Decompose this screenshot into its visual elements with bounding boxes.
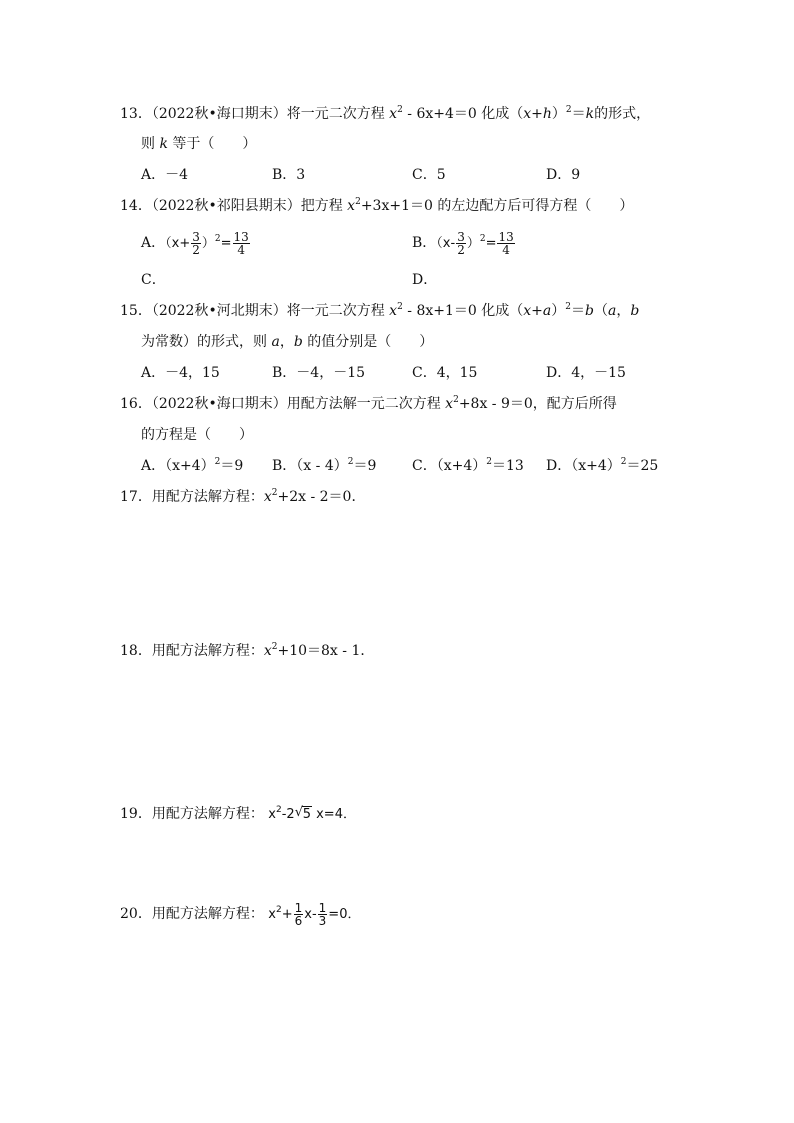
fraction — [456, 231, 466, 256]
question-18 — [120, 641, 374, 661]
math-expr: -2 — [281, 807, 295, 822]
fraction-denominator: 4 — [502, 242, 510, 257]
option-label: C． — [412, 458, 437, 474]
question-number: 18． — [120, 643, 152, 659]
question-13-line-2 — [141, 134, 256, 154]
radical-sign-icon: √ — [294, 805, 303, 820]
math-sup: 2 — [565, 105, 572, 115]
math-op: + — [531, 106, 543, 122]
math-expr: （x - 4） — [296, 458, 348, 474]
question-number: 16． — [120, 396, 152, 412]
question-source: （2022秋•海口期末） — [151, 106, 287, 122]
question-16-line-1 — [120, 394, 617, 414]
math-sup: 2 — [620, 457, 627, 467]
option-a[interactable] — [141, 226, 251, 261]
math-var: b — [584, 303, 594, 319]
question-text: （ — [593, 303, 608, 319]
option-label: A． — [141, 458, 166, 474]
question-source: （2022秋•海口期末） — [151, 396, 287, 412]
option-b[interactable]: B．3 — [272, 167, 306, 183]
question-text: 等于（ ） — [167, 136, 257, 152]
fraction-numerator: 3 — [192, 229, 200, 244]
math-op: + — [281, 907, 293, 922]
question-text: +8x - 9＝0，配方后所得 — [458, 396, 617, 412]
question-number: 15． — [120, 303, 152, 319]
option-c[interactable]: C．4，15 — [412, 365, 478, 381]
math-expr: +2x - 2＝0． — [277, 489, 366, 505]
math-var: k — [585, 106, 595, 122]
fraction-numerator: 1 — [318, 901, 327, 915]
fraction — [318, 902, 328, 927]
option-a[interactable]: A．－4 — [141, 167, 189, 183]
question-source: （2022秋•祁阳县期末） — [151, 198, 301, 214]
question-text: ， — [279, 334, 294, 350]
option-label: B． — [272, 458, 297, 474]
math-var: a — [271, 334, 280, 350]
fraction-numerator: 3 — [457, 229, 465, 244]
question-number: 20． — [120, 906, 152, 922]
math-var: b — [293, 334, 303, 350]
fraction-denominator: 6 — [294, 914, 303, 928]
question-15-line-1 — [120, 301, 639, 321]
math-sup: 2 — [271, 642, 278, 652]
fraction-denominator: 4 — [237, 242, 245, 257]
math-expr: ＝9 — [353, 458, 377, 474]
option-b[interactable] — [412, 226, 516, 261]
question-text: ， — [616, 303, 631, 319]
option-label: D． — [546, 458, 572, 474]
fraction-denominator: 3 — [318, 914, 327, 928]
math-expr: （x+4） — [165, 458, 215, 474]
fraction-numerator: 1 — [294, 901, 303, 915]
math-sup: 2 — [271, 488, 278, 498]
math-op: = — [220, 236, 232, 251]
question-14-line-1 — [120, 196, 633, 216]
question-number: 19． — [120, 806, 152, 822]
math-op: ＝ — [570, 303, 585, 319]
math-var: x — [445, 396, 454, 412]
question-16-line-2: 的方程是（ ） — [141, 427, 253, 443]
math-var: x — [523, 303, 532, 319]
math-expr: （x+4） — [436, 458, 487, 474]
question-text: 则 — [141, 136, 160, 152]
option-label: B． — [412, 235, 437, 251]
math-var: a — [542, 303, 552, 319]
math-var: x — [263, 643, 272, 659]
option-d[interactable] — [546, 456, 658, 476]
math-expr: （x- — [436, 236, 456, 251]
math-expr: x- — [304, 907, 317, 922]
fraction — [191, 231, 201, 256]
math-expr: ＝9 — [220, 458, 244, 474]
option-c[interactable] — [412, 456, 524, 476]
math-sup: 2 — [347, 457, 354, 467]
math-op: ＝ — [571, 106, 586, 122]
question-number: 13． — [120, 106, 152, 122]
math-var: x — [389, 303, 398, 319]
question-text: 的值分别是（ ） — [302, 334, 434, 350]
option-c[interactable]: C． — [141, 272, 166, 288]
equation — [268, 901, 361, 928]
math-expr: ＝25 — [626, 458, 659, 474]
option-d[interactable]: D．9 — [546, 167, 581, 183]
question-text: 用配方法解方程： — [151, 643, 264, 659]
fraction — [294, 902, 304, 927]
question-20 — [120, 896, 360, 933]
math-var: x — [268, 907, 276, 922]
math-expr: +10＝8x - 1． — [277, 643, 375, 659]
option-c[interactable]: C．5 — [412, 167, 446, 183]
math-var: x — [523, 106, 532, 122]
option-b[interactable] — [272, 456, 376, 476]
option-b[interactable]: B．－4，－15 — [272, 365, 366, 381]
question-text: - 8x+1＝0 化成（ — [402, 303, 524, 319]
question-text: 为常数）的形式，则 — [141, 334, 272, 350]
math-op: + — [531, 303, 543, 319]
option-d[interactable]: D．4，－15 — [546, 365, 626, 381]
question-19 — [120, 804, 356, 825]
math-var: x — [268, 807, 276, 822]
math-expr: （x+4） — [571, 458, 621, 474]
math-sup: 2 — [486, 457, 492, 467]
math-var: a — [607, 303, 617, 319]
math-op: ） — [551, 303, 566, 319]
question-text: 的形式， — [594, 106, 651, 122]
fraction-denominator: 2 — [457, 242, 465, 257]
math-sup: 2 — [214, 457, 221, 467]
math-var: b — [630, 303, 640, 319]
fraction-numerator: 13 — [498, 229, 514, 244]
question-text: 用配方法解方程： — [151, 806, 264, 822]
math-expr: ＝13 — [492, 458, 524, 474]
math-sup: 2 — [397, 302, 403, 312]
math-expr: ） — [466, 236, 480, 251]
question-13-line-1 — [120, 104, 650, 124]
radicand: 5 — [302, 807, 311, 822]
equation — [268, 807, 356, 822]
fraction — [497, 231, 514, 256]
question-text: 用配方法解方程： — [151, 906, 264, 922]
math-expr: =0． — [328, 907, 361, 922]
math-sup: 2 — [355, 197, 361, 207]
option-d[interactable]: D． — [412, 272, 438, 288]
math-op: = — [485, 236, 497, 251]
math-var: x — [389, 106, 398, 122]
question-number: 17． — [120, 489, 152, 505]
option-label: A． — [141, 235, 166, 251]
square-root — [295, 805, 312, 825]
question-number: 14． — [120, 198, 152, 214]
math-sup: 2 — [275, 805, 282, 815]
question-17 — [120, 487, 365, 507]
question-15-line-2 — [141, 332, 433, 352]
math-expr: （x+ — [165, 236, 191, 251]
question-text: 把方程 — [300, 198, 348, 214]
question-text: 将一元二次方程 — [286, 106, 390, 122]
option-a[interactable]: A．－4，15 — [141, 365, 220, 381]
question-text: 用配方法解方程： — [151, 489, 264, 505]
math-sup: 2 — [397, 105, 403, 115]
fraction-numerator: 13 — [233, 229, 249, 244]
math-sup: 2 — [565, 302, 571, 312]
fraction — [233, 231, 250, 256]
math-var: h — [542, 106, 552, 122]
question-source: （2022秋•河北期末） — [151, 303, 287, 319]
option-a[interactable] — [141, 456, 243, 476]
math-var: x — [263, 489, 272, 505]
math-sup: 2 — [275, 905, 282, 915]
fraction-denominator: 2 — [192, 242, 200, 257]
question-text: - 6x+4＝0 化成（ — [402, 106, 524, 122]
question-text: +3x+1＝0 的左边配方后可得方程（ ） — [360, 198, 634, 214]
question-text: 用配方法解一元二次方程 — [286, 396, 446, 412]
question-text: 将一元二次方程 — [286, 303, 390, 319]
math-var: k — [159, 136, 168, 152]
math-op: ） — [551, 106, 566, 122]
math-sup: 2 — [453, 395, 459, 405]
math-sup: 2 — [214, 234, 221, 244]
math-sup: 2 — [479, 234, 486, 244]
math-var: x — [347, 198, 356, 214]
math-expr: ） — [201, 236, 215, 251]
math-expr: x=4． — [316, 807, 356, 822]
